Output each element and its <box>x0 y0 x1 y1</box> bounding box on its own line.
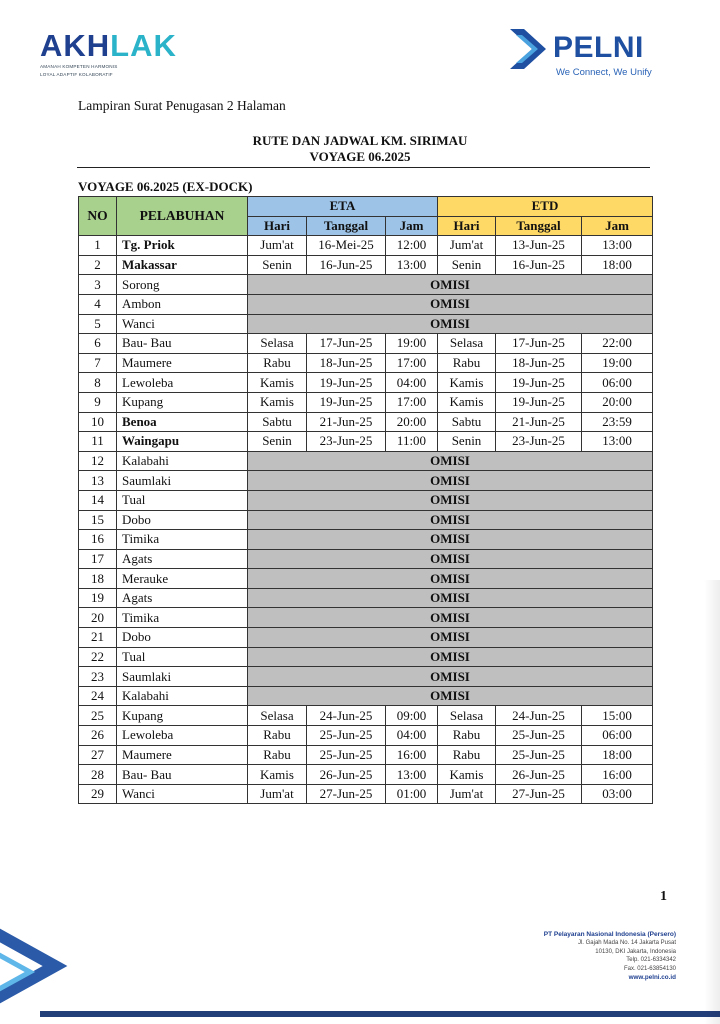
table-row <box>79 765 653 785</box>
footer-bar <box>40 1011 720 1017</box>
etd-date: 19-Jun-25 <box>496 373 582 393</box>
eta-day: Kamis <box>248 392 307 412</box>
etd-time: 03:00 <box>582 784 653 804</box>
row-number: 27 <box>79 745 117 765</box>
etd-time: 18:00 <box>582 255 653 275</box>
omisi-cell: OMISI <box>248 588 653 608</box>
eta-day: Jum'at <box>248 236 307 256</box>
etd-day: Jum'at <box>438 784 496 804</box>
etd-time: 13:00 <box>582 236 653 256</box>
eta-date: 26-Jun-25 <box>307 765 386 785</box>
etd-day: Kamis <box>438 392 496 412</box>
row-number: 2 <box>79 255 117 275</box>
etd-day: Senin <box>438 255 496 275</box>
port-name: Bau- Bau <box>117 334 248 354</box>
etd-date: 25-Jun-25 <box>496 726 582 746</box>
etd-day: Senin <box>438 432 496 452</box>
port-name: Ambon <box>117 294 248 314</box>
table-row <box>79 294 653 314</box>
eta-date: 25-Jun-25 <box>307 745 386 765</box>
eta-time: 04:00 <box>386 373 438 393</box>
row-number: 18 <box>79 569 117 589</box>
table-row <box>79 530 653 550</box>
table-row <box>79 569 653 589</box>
etd-day: Selasa <box>438 706 496 726</box>
eta-day: Selasa <box>248 334 307 354</box>
etd-day: Jum'at <box>438 236 496 256</box>
port-name: Tual <box>117 647 248 667</box>
etd-time: 16:00 <box>582 765 653 785</box>
port-name: Dobo <box>117 628 248 648</box>
schedule-table <box>78 196 653 804</box>
eta-date: 19-Jun-25 <box>307 373 386 393</box>
table-row <box>79 471 653 491</box>
pelni-mark-icon <box>508 27 550 71</box>
port-name: Wanci <box>117 784 248 804</box>
etd-time: 15:00 <box>582 706 653 726</box>
port-name: Tual <box>117 490 248 510</box>
etd-time: 20:00 <box>582 392 653 412</box>
table-row <box>79 392 653 412</box>
row-number: 8 <box>79 373 117 393</box>
port-name: Benoa <box>117 412 248 432</box>
row-number: 3 <box>79 275 117 295</box>
port-name: Wanci <box>117 314 248 334</box>
port-name: Lewoleba <box>117 726 248 746</box>
row-number: 1 <box>79 236 117 256</box>
table-row <box>79 432 653 452</box>
etd-date: 25-Jun-25 <box>496 745 582 765</box>
akhlak-logo <box>40 30 177 78</box>
eta-time: 11:00 <box>386 432 438 452</box>
table-row <box>79 255 653 275</box>
omisi-cell: OMISI <box>248 451 653 471</box>
etd-time: 19:00 <box>582 353 653 373</box>
etd-day: Selasa <box>438 334 496 354</box>
table-row <box>79 275 653 295</box>
table-row <box>79 353 653 373</box>
port-name: Merauke <box>117 569 248 589</box>
row-number: 24 <box>79 686 117 706</box>
row-number: 9 <box>79 392 117 412</box>
eta-day: Sabtu <box>248 412 307 432</box>
eta-date: 16-Jun-25 <box>307 255 386 275</box>
eta-day: Rabu <box>248 726 307 746</box>
row-number: 19 <box>79 588 117 608</box>
footer-phone: Telp. 021-6334342 <box>626 957 676 964</box>
omisi-cell: OMISI <box>248 294 653 314</box>
port-name: Makassar <box>117 255 248 275</box>
table-row <box>79 373 653 393</box>
table-row <box>79 608 653 628</box>
etd-date: 27-Jun-25 <box>496 784 582 804</box>
omisi-cell: OMISI <box>248 530 653 550</box>
omisi-cell: OMISI <box>248 686 653 706</box>
port-name: Saumlaki <box>117 667 248 687</box>
port-name: Agats <box>117 588 248 608</box>
akhlak-tagline-1: AMANAH KOMPETEN HARMONIS <box>40 64 118 69</box>
eta-time: 09:00 <box>386 706 438 726</box>
row-number: 4 <box>79 294 117 314</box>
header-no: NO <box>79 197 117 236</box>
eta-day: Senin <box>248 255 307 275</box>
etd-date: 26-Jun-25 <box>496 765 582 785</box>
row-number: 14 <box>79 490 117 510</box>
pelni-wordmark: PELNI <box>553 31 644 64</box>
row-number: 21 <box>79 628 117 648</box>
eta-day: Kamis <box>248 765 307 785</box>
row-number: 10 <box>79 412 117 432</box>
eta-time: 17:00 <box>386 353 438 373</box>
footer-company: PT Pelayaran Nasional Indonesia (Persero) <box>543 931 676 938</box>
eta-time: 17:00 <box>386 392 438 412</box>
port-name: Timika <box>117 530 248 550</box>
table-row <box>79 726 653 746</box>
row-number: 28 <box>79 765 117 785</box>
eta-date: 24-Jun-25 <box>307 706 386 726</box>
table-row <box>79 549 653 569</box>
row-number: 26 <box>79 726 117 746</box>
etd-day: Rabu <box>438 745 496 765</box>
omisi-cell: OMISI <box>248 569 653 589</box>
omisi-cell: OMISI <box>248 647 653 667</box>
table-row <box>79 334 653 354</box>
port-name: Lewoleba <box>117 373 248 393</box>
etd-day: Kamis <box>438 373 496 393</box>
etd-date: 16-Jun-25 <box>496 255 582 275</box>
omisi-cell: OMISI <box>248 549 653 569</box>
port-name: Waingapu <box>117 432 248 452</box>
omisi-cell: OMISI <box>248 667 653 687</box>
etd-time: 13:00 <box>582 432 653 452</box>
etd-time: 22:00 <box>582 334 653 354</box>
table-row <box>79 490 653 510</box>
footer-address-2: 10130, DKI Jakarta, Indonesia <box>595 948 676 955</box>
row-number: 15 <box>79 510 117 530</box>
etd-date: 19-Jun-25 <box>496 392 582 412</box>
akhlak-tagline-2: LOYAL ADAPTIF KOLABORATIF <box>40 72 113 77</box>
port-name: Kupang <box>117 706 248 726</box>
eta-time: 19:00 <box>386 334 438 354</box>
row-number: 17 <box>79 549 117 569</box>
omisi-cell: OMISI <box>248 314 653 334</box>
etd-day: Kamis <box>438 765 496 785</box>
port-name: Kalabahi <box>117 451 248 471</box>
pelni-tagline: We Connect, We Unify <box>556 67 652 78</box>
header-eta-jam: Jam <box>386 216 438 236</box>
row-number: 23 <box>79 667 117 687</box>
row-number: 16 <box>79 530 117 550</box>
row-number: 29 <box>79 784 117 804</box>
etd-time: 06:00 <box>582 726 653 746</box>
eta-time: 12:00 <box>386 236 438 256</box>
header-eta-tanggal: Tanggal <box>307 216 386 236</box>
eta-day: Senin <box>248 432 307 452</box>
header-eta: ETA <box>248 197 438 217</box>
table-row <box>79 236 653 256</box>
port-name: Maumere <box>117 353 248 373</box>
port-name: Kalabahi <box>117 686 248 706</box>
row-number: 7 <box>79 353 117 373</box>
eta-time: 13:00 <box>386 765 438 785</box>
akhlak-wordmark: AKHLAK <box>40 28 177 63</box>
eta-date: 16-Mei-25 <box>307 236 386 256</box>
schedule-rows <box>79 236 653 804</box>
company-footer <box>508 930 676 983</box>
row-number: 22 <box>79 647 117 667</box>
omisi-cell: OMISI <box>248 510 653 530</box>
table-row <box>79 451 653 471</box>
header-etd-tanggal: Tanggal <box>496 216 582 236</box>
omisi-cell: OMISI <box>248 471 653 491</box>
port-name: Saumlaki <box>117 471 248 491</box>
header-eta-hari: Hari <box>248 216 307 236</box>
section-label: VOYAGE 06.2025 (EX-DOCK) <box>78 179 253 194</box>
port-name: Kupang <box>117 392 248 412</box>
table-row <box>79 667 653 687</box>
etd-day: Rabu <box>438 726 496 746</box>
etd-day: Sabtu <box>438 412 496 432</box>
omisi-cell: OMISI <box>248 490 653 510</box>
port-name: Agats <box>117 549 248 569</box>
port-name: Dobo <box>117 510 248 530</box>
eta-day: Jum'at <box>248 784 307 804</box>
table-row <box>79 686 653 706</box>
footer-address-1: Jl. Gajah Mada No. 14 Jakarta Pusat <box>577 940 676 946</box>
table-row <box>79 784 653 804</box>
table-row <box>79 628 653 648</box>
etd-time: 06:00 <box>582 373 653 393</box>
row-number: 12 <box>79 451 117 471</box>
header-port: PELABUHAN <box>117 197 248 236</box>
omisi-cell: OMISI <box>248 275 653 295</box>
eta-day: Selasa <box>248 706 307 726</box>
omisi-cell: OMISI <box>248 628 653 648</box>
etd-day: Rabu <box>438 353 496 373</box>
header-etd-jam: Jam <box>582 216 653 236</box>
row-number: 20 <box>79 608 117 628</box>
row-number: 13 <box>79 471 117 491</box>
footer-fax: Fax. 021-63854130 <box>623 965 676 972</box>
port-name: Maumere <box>117 745 248 765</box>
page-edge-shadow <box>704 580 720 1024</box>
eta-time: 04:00 <box>386 726 438 746</box>
row-number: 5 <box>79 314 117 334</box>
port-name: Timika <box>117 608 248 628</box>
document-title: RUTE DAN JADWAL KM. SIRIMAU <box>252 133 468 148</box>
etd-date: 23-Jun-25 <box>496 432 582 452</box>
row-number: 11 <box>79 432 117 452</box>
eta-date: 27-Jun-25 <box>307 784 386 804</box>
eta-time: 16:00 <box>386 745 438 765</box>
eta-date: 17-Jun-25 <box>307 334 386 354</box>
table-row <box>79 412 653 432</box>
port-name: Tg. Priok <box>117 236 248 256</box>
table-row <box>79 706 653 726</box>
eta-time: 01:00 <box>386 784 438 804</box>
etd-time: 23:59 <box>582 412 653 432</box>
lampiran-note: Lampiran Surat Penugasan 2 Halaman <box>78 98 286 113</box>
table-row <box>79 510 653 530</box>
pelni-logo <box>508 27 658 83</box>
etd-date: 13-Jun-25 <box>496 236 582 256</box>
footer-website: www.pelni.co.id <box>628 974 676 982</box>
eta-date: 19-Jun-25 <box>307 392 386 412</box>
header-etd-hari: Hari <box>438 216 496 236</box>
title-divider <box>77 167 650 168</box>
eta-day: Rabu <box>248 353 307 373</box>
etd-date: 17-Jun-25 <box>496 334 582 354</box>
eta-time: 20:00 <box>386 412 438 432</box>
table-row <box>79 588 653 608</box>
eta-date: 21-Jun-25 <box>307 412 386 432</box>
etd-date: 24-Jun-25 <box>496 706 582 726</box>
eta-date: 23-Jun-25 <box>307 432 386 452</box>
row-number: 6 <box>79 334 117 354</box>
row-number: 25 <box>79 706 117 726</box>
etd-time: 18:00 <box>582 745 653 765</box>
eta-date: 18-Jun-25 <box>307 353 386 373</box>
document-subtitle: VOYAGE 06.2025 <box>309 149 411 164</box>
table-row <box>79 314 653 334</box>
eta-day: Kamis <box>248 373 307 393</box>
eta-day: Rabu <box>248 745 307 765</box>
eta-date: 25-Jun-25 <box>307 726 386 746</box>
table-row <box>79 647 653 667</box>
page-number: 1 <box>660 889 667 904</box>
etd-date: 18-Jun-25 <box>496 353 582 373</box>
port-name: Bau- Bau <box>117 765 248 785</box>
port-name: Sorong <box>117 275 248 295</box>
table-row <box>79 745 653 765</box>
etd-date: 21-Jun-25 <box>496 412 582 432</box>
eta-time: 13:00 <box>386 255 438 275</box>
omisi-cell: OMISI <box>248 608 653 628</box>
header-etd: ETD <box>438 197 653 217</box>
corner-chevron-decoration <box>0 920 90 1020</box>
